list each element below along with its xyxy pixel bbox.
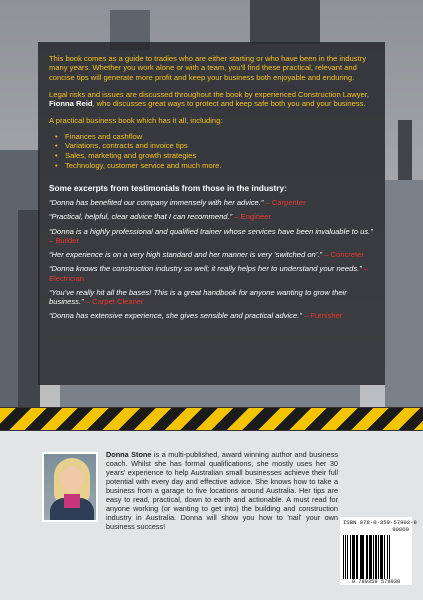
list-item: • Finances and cashflow [55,132,374,142]
testimonial [49,212,374,221]
testimonial-author: – Carpet Cleaner [83,297,144,307]
testimonial-author: – Electrician [49,264,369,283]
testimonial [49,250,374,259]
testimonial-author: – Concreter [322,250,364,260]
author-bio-text: is a multi-published, award winning author and business coach. Whilst she has formal qualifications, she mostly uses her 30 years' experience to help Australian small businesses achieve their full potential with every day and effective advice. She knows how to take a business from a garage to five locations around Australia. Her tips are easy to read, practical, down to earth and actionable. A must read for anyone working (or wanting to get into) the building and construction industry in Australia. Donna will show you how to 'nail' your own business success! [106,450,338,532]
list-item: • Variations, contracts and invoice tips [55,141,374,151]
list-intro: A practical business book which has it all, including: [49,116,223,126]
description-panel [38,42,385,385]
legal-text: Legal risks and issues are discussed throughout the book by experienced Construction Lawyer, [49,89,369,99]
isbn-label: ISBN 978-0-359-57993-8 [343,519,417,526]
testimonial [49,227,374,246]
isbn-barcode [340,517,417,585]
author-name: Donna Stone [106,450,152,459]
building-shape [250,0,320,44]
testimonial-author: – Engineer [232,212,272,222]
hazard-stripe [0,407,423,431]
author-bio [42,450,338,531]
lawyer-name: Fionna Reid [49,99,93,108]
testimonial [49,311,374,320]
testimonial-author: – Furnisher [301,311,343,321]
testimonial-quote: “Donna is a highly professional and qualified trainer whose services have been invaluable to us.” [49,226,373,236]
testimonial-quote: “Donna knows the construction industry so well; it really helps her to understand your needs.” [49,264,362,274]
barcode-digits: 9 780359 579938 [351,579,401,585]
building-shape [60,385,360,407]
intro-paragraph: This book comes as a guide to tradies who are either starting or who have been in the industry many years. Whether you work alone or with a team, you'll find these practical, relevant and concise tips will generate more profit and keep your business both enjoyable and enduring. [49,54,367,82]
testimonial-quote: “Donna has extensive experience, she gives sensible and practical advice.” [49,311,302,321]
barcode-bars [343,535,409,579]
building-shape [398,120,412,180]
testimonial-quote: “Her experience is on a very high standard and her manner is very ‘switched on’.” [49,250,323,260]
legal-text-end: , who discusses great ways to protect and keep safe both you and your business. [92,99,366,108]
testimonials-heading: Some excerpts from testimonials from those in the industry: [49,182,287,193]
testimonial-author: – Carpenter [263,198,306,208]
testimonial [49,264,374,283]
topic-list [55,132,374,171]
legal-paragraph [49,90,374,109]
barcode-addon: 90000 [392,526,409,533]
testimonial-quote: “Donna has benefited our company immensely with her advice.” [49,198,264,208]
testimonial [49,288,374,307]
testimonial [49,198,374,207]
testimonial-quote: “You've really hit all the bases! This is a great handbook for anyone wanting to grow their business.” [49,287,347,307]
testimonial-author: – Builder [49,235,79,245]
list-item: • Technology, customer service and much more. [55,161,374,171]
testimonial-quote: “Practical, helpful, clear advice that I can recommend.” [49,212,233,222]
list-item: • Sales, marketing and growth strategies [55,151,374,161]
